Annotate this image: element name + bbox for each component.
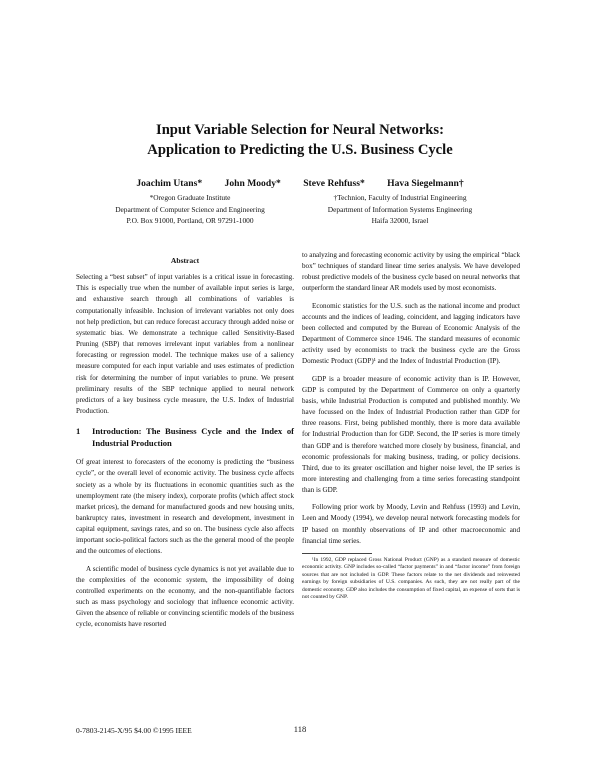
- section-title: Introduction: The Business Cycle and the Index of Industrial Production: [92, 426, 294, 449]
- author-name: Steve Rehfuss*: [303, 178, 365, 189]
- affiliation-line: Haifa 32000, Israel: [371, 216, 429, 225]
- section-number: 1: [76, 426, 81, 437]
- left-column: [76, 255, 294, 637]
- copyright-code: 0-7803-2145-X/95 $4.00 ©1995 IEEE: [76, 726, 192, 735]
- body-paragraph: to analyzing and forecasting economic activity by using the empirical “black box” techniques of standard linear time series analysis. We have developed robust predictive models of the business cycle based on neural networks that outperform the standard linear AR models used by most economists.: [302, 251, 520, 293]
- affiliation-line: Department of Information Systems Engineering: [327, 204, 473, 214]
- body-paragraph: GDP is a broader measure of economic activity than is IP. However, GDP is computed by the Department of Commerce on only a quarterly basis, while Industrial Production is computed and published monthly. We have focussed on the Index of Industrial Production rather than GDP for three reasons. First, being published monthly, there is more data available for Industrial Production than for GDP. Second, the IP series is more timely than GDP and is therefore watched more closely by business, financial, and economic professionals for making business, trading, or policy decisions. Third, due to its greater oscillation and higher noise level, the IP series is more interesting and challenging from a time series forecasting standpoint than is GDP.: [302, 374, 520, 495]
- author-name: Hava Siegelmann†: [387, 178, 464, 189]
- affiliation-left: [90, 192, 290, 227]
- section-heading: [76, 425, 294, 449]
- abstract-text: Selecting a “best subset” of input variables is a critical issue in forecasting. This is especially true when the number of available input series is large, and exhaustive search through all combinations of variables is computationally infeasible. Inclusion of irrelevant variables not only does not help prediction, but can reduce forecast accuracy through added noise or systematic bias. We demonstrate a technique called Sensitivity-Based Pruning (SBP) that removes irrelevant input variables from a nonlinear forecasting or regression model. The technique makes use of a saliency measure computed for each input variable and uses estimates of prediction risk for determining the number of input variables to prune. We present preliminary results of the SBP technique applied to neural network predictors of a key business cycle measure, the U.S. Index of Industrial Production.: [76, 273, 294, 416]
- body-paragraph: Following prior work by Moody, Levin and Rehfuss (1993) and Levin, Leen and Moody (1994), we develop neural network forecasting models for IP based on monthly observations of IP and other macroeconomic and financial time series.: [302, 503, 520, 545]
- body-paragraph: A scientific model of business cycle dynamics is not yet available due to the complexities of the economic system, the impossibility of doing controlled experiments on the economy, and the non-quantifiable factors such as mass psychology and sociology that influence economic activity. Given the absence of reliable or convincing scientific models of the business cycle, economists have resorted: [76, 564, 294, 629]
- affiliation-line: *Oregon Graduate Institute: [149, 193, 231, 202]
- page-number: 118: [293, 724, 307, 734]
- title-line-2: Application to Predicting the U.S. Business Cycle: [147, 142, 453, 158]
- body-paragraph: Economic statistics for the U.S. such as the national income and product accounts and the indices of leading, coincident, and lagging indicators have been collected and computed by the Bureau of Economic Analysis of the Department of Commerce since 1946. The standard measures of economic activity used by economists to track the business cycle are the Gross Domestic Product (GDP)¹ and the Index of Industrial Production (IP).: [302, 301, 520, 366]
- author-name: John Moody*: [224, 178, 281, 189]
- paper-title: [0, 120, 600, 160]
- right-column: [302, 250, 520, 608]
- affiliation-line: P.O. Box 91000, Portland, OR 97291-1000: [126, 216, 254, 225]
- abstract-heading: Abstract: [170, 256, 200, 265]
- author-name: Joachim Utans*: [136, 178, 203, 189]
- affiliation-line: Department of Computer Science and Engineering: [115, 204, 265, 214]
- affiliation-right: [300, 192, 500, 227]
- footnote: ¹In 1992, GDP replaced Gross National Product (GNP) as a standard measure of domestic economic activity. GNP includes so-called “factor payments” in and “factor income” from foreign sources that are not included in GDP. These factors relate to the net dividends and reinvested earnings by foreign subsidiaries of U.S. companies. As such, they are not really part of the domestic economy. GDP also includes the consumption of fixed capital, an expense of sorts that is not counted by GNP.: [302, 556, 520, 601]
- affiliation-line: †Technion, Faculty of Industrial Engineering: [333, 193, 467, 202]
- body-paragraph: Of great interest to forecasters of the economy is predicting the “business cycle”, or the overall level of economic activity. The business cycle affects society as a whole by its fluctuations in economic quantities such as the unemployment rate (the misery index), corporate profits (which affect stock market prices), the demand for manufactured goods and new housing units, bankruptcy rates, investment in research and development, investment in capital equipment, savings rates, and so on. The business cycle also affects important socio-political factors such as the the general mood of the people and the outcomes of elections.: [76, 458, 294, 556]
- footnote-divider: [302, 553, 372, 554]
- title-line-1: Input Variable Selection for Neural Networks:: [156, 122, 444, 138]
- author-list: [0, 178, 600, 189]
